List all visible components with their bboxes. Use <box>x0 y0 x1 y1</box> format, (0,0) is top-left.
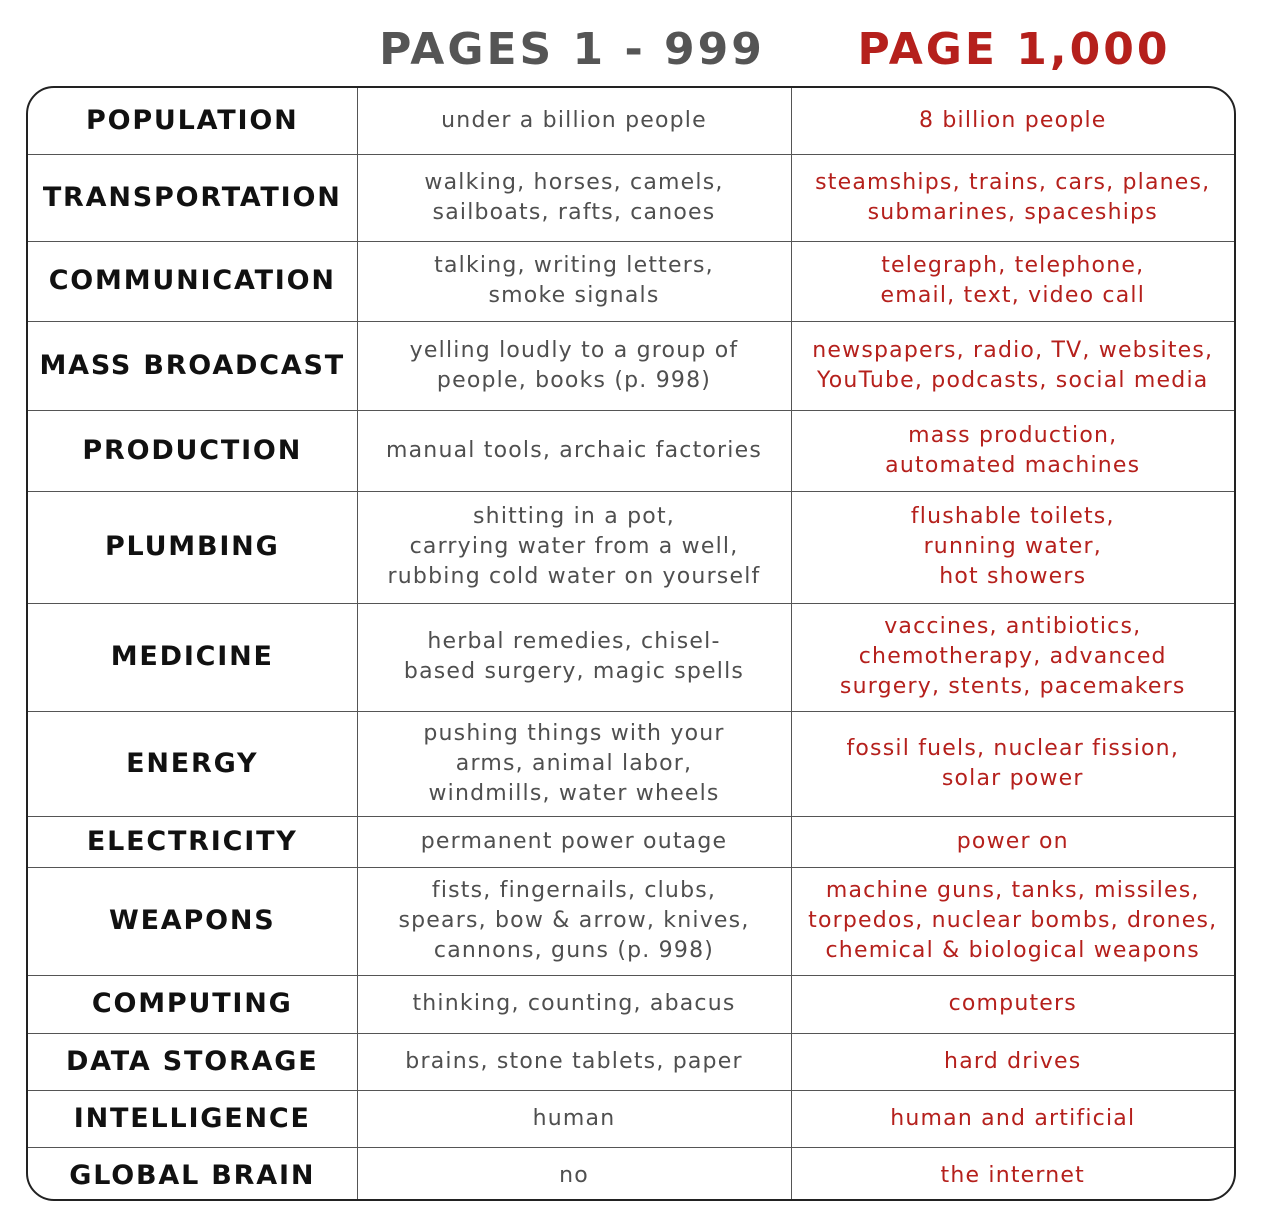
cell-text-line: human and artificial <box>890 1105 1136 1131</box>
pages-1-999-cell <box>357 603 791 711</box>
cell-text-line: solar power <box>941 765 1084 791</box>
table-row <box>28 975 1234 1033</box>
cell-text-line: torpedos, nuclear bombs, drones, <box>808 908 1218 933</box>
page-1000-cell <box>791 154 1234 241</box>
table-row <box>28 321 1234 410</box>
cell-text-line: power on <box>956 828 1069 854</box>
cell-text-line: no <box>559 1162 589 1188</box>
table-row <box>28 1033 1234 1090</box>
cell-text-line: yelling loudly to a group of <box>409 337 739 363</box>
category-cell: MASS BROADCAST <box>28 321 357 410</box>
cell-text-line: windmills, water wheels <box>428 780 720 806</box>
table-row <box>28 410 1234 491</box>
page-1000-cell <box>791 816 1234 867</box>
page-1000-cell <box>791 1147 1234 1201</box>
cell-text-line: under a billion people <box>441 107 707 133</box>
cell-text-line: submarines, spaceships <box>867 199 1158 225</box>
page-1000-cell <box>791 88 1234 154</box>
cell-text-line: chemotherapy, advanced <box>858 644 1167 669</box>
cell-text-line: rubbing cold water on yourself <box>387 564 761 589</box>
category-cell: DATA STORAGE <box>28 1033 357 1090</box>
cell-text-line: running water, <box>923 534 1102 559</box>
pages-1-999-cell <box>357 1033 791 1090</box>
cell-text-line: mass production, <box>908 422 1118 448</box>
cell-text-line: cannons, guns (p. 998) <box>433 938 715 963</box>
cell-text-line: steamships, trains, cars, planes, <box>815 169 1211 195</box>
cell-text-line: hot showers <box>939 564 1087 589</box>
cell-text-line: arms, animal labor, <box>455 750 693 776</box>
cell-text-line: the internet <box>940 1162 1085 1188</box>
category-cell: TRANSPORTATION <box>28 154 357 241</box>
page-1000-cell <box>791 321 1234 410</box>
table-row <box>28 1090 1234 1147</box>
category-cell: ENERGY <box>28 711 357 816</box>
table-row <box>28 241 1234 321</box>
comparison-table <box>26 86 1236 1201</box>
cell-text-line: herbal remedies, chisel- <box>427 629 721 654</box>
cell-text-line: shitting in a pot, <box>473 504 675 529</box>
cell-text-line: people, books (p. 998) <box>436 367 712 393</box>
cell-text-line: newspapers, radio, TV, websites, <box>812 337 1214 363</box>
cell-text-line: thinking, counting, abacus <box>412 991 736 1016</box>
cell-text-line: email, text, video call <box>880 283 1146 308</box>
cell-text-line: walking, horses, camels, <box>424 169 724 195</box>
cell-text-line: vaccines, antibiotics, <box>884 614 1142 639</box>
page-1000-cell <box>791 410 1234 491</box>
table-row <box>28 867 1234 975</box>
pages-1-999-cell <box>357 1147 791 1201</box>
comparison-table-grid <box>28 88 1234 1201</box>
cell-text-line: pushing things with your <box>423 720 725 746</box>
header-pages-1-999: PAGES 1 - 999 <box>379 24 765 75</box>
cell-text-line: YouTube, podcasts, social media <box>817 367 1209 393</box>
category-cell: GLOBAL BRAIN <box>28 1147 357 1201</box>
table-body <box>28 88 1234 1201</box>
cell-text-line: flushable toilets, <box>910 504 1115 529</box>
category-cell: ELECTRICITY <box>28 816 357 867</box>
table-row <box>28 1147 1234 1201</box>
pages-1-999-cell <box>357 867 791 975</box>
page-1000-cell <box>791 711 1234 816</box>
pages-1-999-cell <box>357 711 791 816</box>
category-cell: PRODUCTION <box>28 410 357 491</box>
pages-1-999-cell <box>357 491 791 603</box>
category-cell: PLUMBING <box>28 491 357 603</box>
cell-text-line: computers <box>948 991 1077 1016</box>
category-cell: POPULATION <box>28 88 357 154</box>
cell-text-line: talking, writing letters, <box>434 253 714 278</box>
cell-text-line: permanent power outage <box>420 828 728 854</box>
table-row <box>28 603 1234 711</box>
cell-text-line: fossil fuels, nuclear fission, <box>846 735 1180 761</box>
cell-text-line: machine guns, tanks, missiles, <box>825 878 1200 903</box>
page-1000-cell <box>791 867 1234 975</box>
category-cell: COMPUTING <box>28 975 357 1033</box>
pages-1-999-cell <box>357 410 791 491</box>
page-1000-cell <box>791 1090 1234 1147</box>
cell-text-line: carrying water from a well, <box>409 534 739 559</box>
cell-text-line: hard drives <box>944 1048 1082 1074</box>
table-row <box>28 491 1234 603</box>
pages-1-999-cell <box>357 816 791 867</box>
pages-1-999-cell <box>357 154 791 241</box>
cell-text-line: smoke signals <box>488 283 660 308</box>
page-1000-cell <box>791 603 1234 711</box>
pages-1-999-cell <box>357 321 791 410</box>
page-1000-cell <box>791 975 1234 1033</box>
category-cell: INTELLIGENCE <box>28 1090 357 1147</box>
cell-text-line: brains, stone tablets, paper <box>405 1048 743 1074</box>
category-cell: COMMUNICATION <box>28 241 357 321</box>
cell-text-line: manual tools, archaic factories <box>385 437 763 463</box>
pages-1-999-cell <box>357 88 791 154</box>
page-1000-cell <box>791 1033 1234 1090</box>
cell-text-line: chemical & biological weapons <box>825 938 1200 963</box>
cell-text-line: spears, bow & arrow, knives, <box>398 908 750 933</box>
table-row <box>28 816 1234 867</box>
table-row <box>28 88 1234 154</box>
page-1000-cell <box>791 241 1234 321</box>
cell-text-line: telegraph, telephone, <box>881 253 1145 278</box>
cell-text-line: fists, fingernails, clubs, <box>431 878 717 903</box>
header-page-1000: PAGE 1,000 <box>857 24 1171 75</box>
cell-text-line: based surgery, magic spells <box>403 659 745 684</box>
cell-text-line: automated machines <box>885 452 1141 478</box>
table-row <box>28 711 1234 816</box>
pages-1-999-cell <box>357 1090 791 1147</box>
page-1000-cell <box>791 491 1234 603</box>
category-cell: MEDICINE <box>28 603 357 711</box>
cell-text-line: 8 billion people <box>918 107 1107 133</box>
table-row <box>28 154 1234 241</box>
category-cell: WEAPONS <box>28 867 357 975</box>
column-headers <box>0 18 1262 82</box>
cell-text-line: human <box>532 1105 616 1131</box>
cell-text-line: surgery, stents, pacemakers <box>839 674 1186 699</box>
cell-text-line: sailboats, rafts, canoes <box>432 199 716 225</box>
pages-1-999-cell <box>357 975 791 1033</box>
pages-1-999-cell <box>357 241 791 321</box>
